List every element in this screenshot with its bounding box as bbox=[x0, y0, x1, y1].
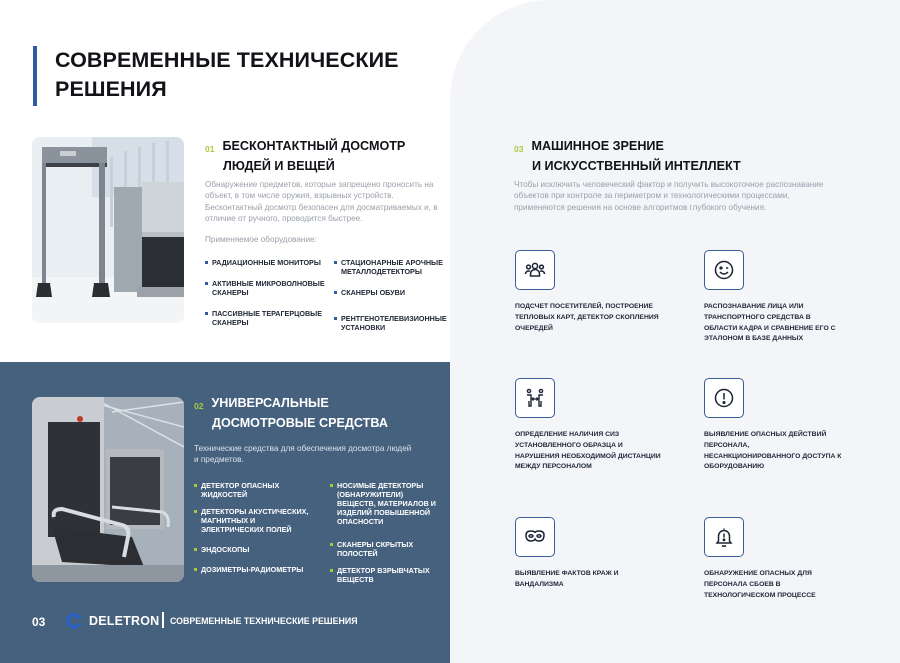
list-item: ПАССИВНЫЕ ТЕРАГЕРЦОВЫЕ СКАНЕРЫ bbox=[205, 309, 335, 327]
people-group-icon bbox=[523, 258, 547, 282]
alert-circle-icon bbox=[712, 386, 736, 410]
ai-feature-face-recognition bbox=[704, 250, 844, 345]
photo-walkthrough-detector bbox=[32, 137, 184, 323]
page-title-line1: СОВРЕМЕННЫЕ ТЕХНИЧЕСКИЕ bbox=[55, 48, 399, 72]
ai-feature-ppe-distance bbox=[515, 378, 665, 473]
section1-equipment-list-col2 bbox=[334, 258, 450, 332]
section1-number: 01 bbox=[205, 144, 215, 154]
list-item: РАДИАЦИОННЫЕ МОНИТОРЫ bbox=[205, 258, 335, 267]
ai-feature-process-failures bbox=[704, 517, 844, 601]
alarm-bell-icon bbox=[712, 525, 736, 549]
walkthrough-detector-illustration bbox=[32, 137, 184, 323]
section2-title-line2: ДОСМОТРОВЫЕ СРЕДСТВА bbox=[212, 416, 388, 430]
icon-frame bbox=[515, 517, 555, 557]
list-item: НОСИМЫЕ ДЕТЕКТОРЫ (ОБНАРУЖИТЕЛИ) ВЕЩЕСТВ, МАТЕРИАЛОВ И ИЗДЕЛИЙ ПОВЫШЕННОЙ ОПАСНОСТИ bbox=[330, 481, 440, 526]
list-item: СКАНЕРЫ ОБУВИ bbox=[334, 288, 450, 297]
social-distance-icon bbox=[523, 386, 547, 410]
footer-brand-name: DELETRON bbox=[89, 614, 160, 628]
mask-icon bbox=[523, 525, 547, 549]
list-item: СКАНЕРЫ СКРЫТЫХ ПОЛОСТЕЙ bbox=[330, 540, 440, 558]
section2-list-col2 bbox=[330, 481, 440, 584]
section1-title-line2: ЛЮДЕЙ И ВЕЩЕЙ bbox=[223, 159, 335, 173]
list-item: ДЕТЕКТОР ВЗРЫВЧАТЫХ ВЕЩЕСТВ bbox=[330, 566, 440, 584]
face-wink-icon bbox=[712, 258, 736, 282]
icon-frame bbox=[704, 378, 744, 418]
section3-heading bbox=[514, 138, 834, 175]
section3-title-line2: И ИСКУССТВЕННЫЙ ИНТЕЛЛЕКТ bbox=[532, 159, 741, 173]
ai-feature-dangerous-actions bbox=[704, 378, 844, 473]
footer-page-number: 03 bbox=[32, 615, 46, 629]
section3-description: Чтобы исключить человеческий фактор и получить высокоточное распознавание объектов при контроле за периметром и технологическими процессами, применяются решения на основе алгоритмов глубокого обучения. bbox=[514, 180, 824, 212]
section1-description: Обнаружение предметов, которые запрещено проносить на объект, в том числе оружия, взрывных устройств. Бесконтактный досмотр безопасен для досматриваемых и, в отличие от ручного, проводится быстрее. bbox=[205, 180, 438, 224]
list-item: ДЕТЕКТОРЫ АКУСТИЧЕСКИХ, МАГНИТНЫХ И ЭЛЕКТРИЧЕСКИХ ПОЛЕЙ bbox=[194, 507, 319, 534]
ai-feature-theft-vandalism bbox=[515, 517, 665, 591]
icon-frame bbox=[704, 517, 744, 557]
section1-title-line1: БЕСКОНТАКТНЫЙ ДОСМОТР bbox=[222, 139, 406, 153]
ai-feature-text: ВЫЯВЛЕНИЕ ОПАСНЫХ ДЕЙСТВИЙ ПЕРСОНАЛА, НЕСАНКЦИОНИРОВАННОГО ДОСТУПА К ОБОРУДОВАНИЮ bbox=[704, 431, 842, 471]
section2-number: 02 bbox=[194, 401, 204, 411]
baggage-scanner-illustration bbox=[32, 397, 184, 582]
section1-heading bbox=[205, 138, 445, 175]
ai-feature-visitor-count bbox=[515, 250, 665, 334]
list-item: ДЕТЕКТОР ОПАСНЫХ ЖИДКОСТЕЙ bbox=[194, 481, 319, 499]
page-title bbox=[55, 46, 435, 104]
section2-heading bbox=[194, 395, 434, 432]
icon-frame bbox=[515, 250, 555, 290]
section1-equipment-list-col1 bbox=[205, 258, 335, 327]
icon-frame bbox=[515, 378, 555, 418]
deletron-logo-icon bbox=[64, 611, 84, 631]
section3-title-line1: МАШИННОЕ ЗРЕНИЕ bbox=[531, 139, 664, 153]
list-item: ЭНДОСКОПЫ bbox=[194, 545, 319, 554]
section2-description: Технические средства для обеспечения досмотра людей и предметов. bbox=[194, 444, 412, 465]
footer-separator bbox=[162, 612, 164, 628]
ai-feature-text: ПОДСЧЕТ ПОСЕТИТЕЛЕЙ, ПОСТРОЕНИЕ ТЕПЛОВЫХ КАРТ, ДЕТЕКТОР СКОПЛЕНИЯ ОЧЕРЕДЕЙ bbox=[515, 303, 659, 332]
page-title-line2: РЕШЕНИЯ bbox=[55, 77, 167, 101]
list-item: РЕНТГЕНОТЕЛЕВИЗИОННЫЕ УСТАНОВКИ bbox=[334, 314, 450, 332]
ai-feature-text: ОБНАРУЖЕНИЕ ОПАСНЫХ ДЛЯ ПЕРСОНАЛА СБОЕВ В ТЕХНОЛОГИЧЕСКОМ ПРОЦЕССЕ bbox=[704, 570, 816, 599]
icon-frame bbox=[704, 250, 744, 290]
section1-equipment-label: Применяемое оборудование: bbox=[205, 235, 317, 244]
list-item: СТАЦИОНАРНЫЕ АРОЧНЫЕ МЕТАЛЛОДЕТЕКТОРЫ bbox=[334, 258, 450, 276]
section2-title-line1: УНИВЕРСАЛЬНЫЕ bbox=[211, 396, 329, 410]
section2-list-col1 bbox=[194, 481, 319, 574]
ai-feature-text: ВЫЯВЛЕНИЕ ФАКТОВ КРАЖ И ВАНДАЛИЗМА bbox=[515, 570, 619, 588]
title-accent-bar bbox=[33, 46, 37, 106]
section3-number: 03 bbox=[514, 144, 524, 154]
list-item: АКТИВНЫЕ МИКРОВОЛНОВЫЕ СКАНЕРЫ bbox=[205, 279, 335, 297]
list-item: ДОЗИМЕТРЫ-РАДИОМЕТРЫ bbox=[194, 565, 319, 574]
photo-baggage-scanner bbox=[32, 397, 184, 582]
footer-caption: СОВРЕМЕННЫЕ ТЕХНИЧЕСКИЕ РЕШЕНИЯ bbox=[170, 616, 358, 626]
ai-feature-text: ОПРЕДЕЛЕНИЕ НАЛИЧИЯ СИЗ УСТАНОВЛЕННОГО ОБРАЗЦА И НАРУШЕНИЯ НЕОБХОДИМОЙ ДИСТАНЦИИ МЕЖДУ ПЕРСОНАЛОМ bbox=[515, 431, 661, 471]
ai-feature-text: РАСПОЗНАВАНИЕ ЛИЦА ИЛИ ТРАНСПОРТНОГО СРЕДСТВА В ОБЛАСТИ КАДРА И СРАВНЕНИЕ ЕГО С ЭТАЛОНОМ В БАЗЕ ДАННЫХ bbox=[704, 303, 836, 343]
